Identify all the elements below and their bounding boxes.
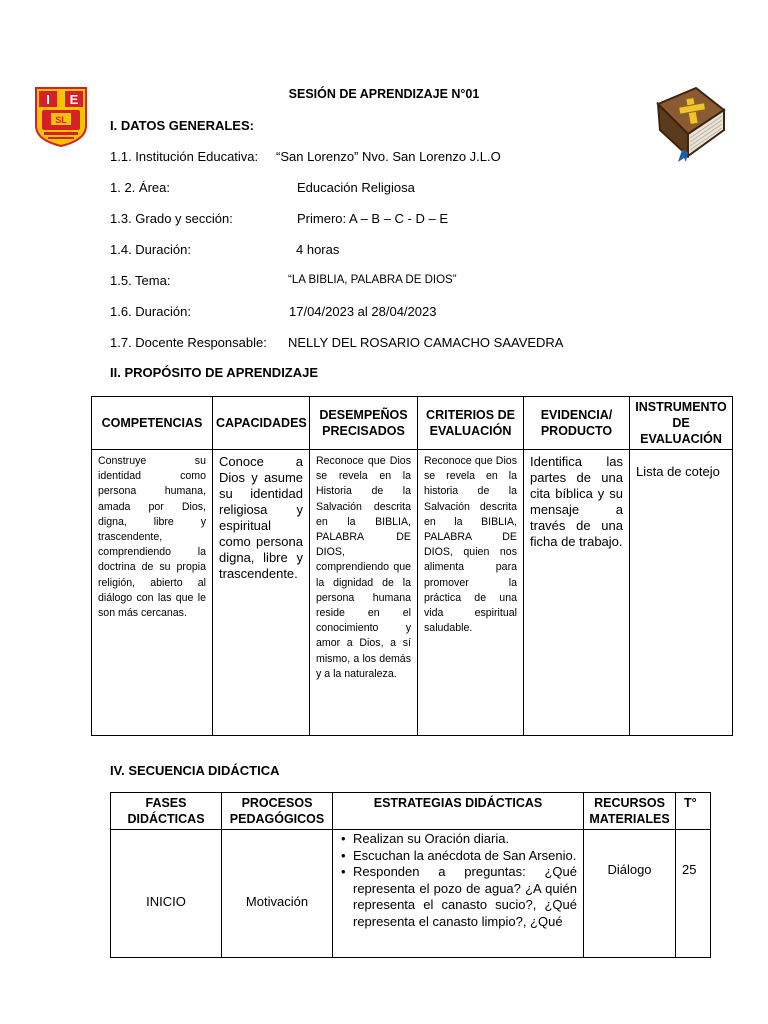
datos-label: 1. 2. Área: [110,180,170,195]
table-header-row [111,793,711,830]
header-desempenos: DESEMPEÑOS PRECISADOS [310,397,418,450]
datos-row-duracion-horas [110,242,340,257]
datos-row-duracion-fechas [110,304,437,319]
proposito-table [91,396,733,736]
datos-label: 1.6. Duración: [110,304,191,319]
datos-value: “San Lorenzo” Nvo. San Lorenzo J.L.O [276,149,501,164]
header-fases: FASES DIDÁCTICAS [111,793,222,830]
logo-letters-sl: SL [55,115,67,125]
header-procesos: PROCESOS PEDAGÓGICOS [222,793,333,830]
table-row [92,450,733,736]
datos-label: 1.5. Tema: [110,273,171,288]
cell-criterios: Reconoce que Dios se revela en la historia de la Salvación descrita en la BIBLIA, PALABRA DE DIOS, quien nos alimenta para promover la práctica de una vida espiritual saludable. [418,450,524,736]
datos-value: Primero: A – B – C - D – E [297,211,448,226]
cell-tiempo: 25 [676,830,711,958]
header-recursos: RECURSOS MATERIALES [584,793,676,830]
header-estrategias: ESTRATEGIAS DIDÁCTICAS [333,793,584,830]
datos-label: 1.7. Docente Responsable: [110,335,267,350]
header-competencias: COMPETENCIAS [92,397,213,450]
datos-label: 1.4. Duración: [110,242,191,257]
list-item: • Responden a preguntas: ¿Qué representa el pozo de agua? ¿A quién representa el canasto sucio?, ¿Qué representa el canasto limpio?, ¿Qué [339,864,577,930]
datos-value: Educación Religiosa [297,180,415,195]
table-header-row [92,397,733,450]
cell-estrategias [333,830,584,958]
secuencia-table [110,792,711,958]
logo-letter-i: I [46,92,50,107]
page-title: SESIÓN DE APRENDIZAJE N°01 [288,87,480,101]
list-item: • Realizan su Oración diaria. [339,831,577,848]
table-row [111,830,711,958]
header-capacidades: CAPACIDADES [213,397,310,450]
datos-label: 1.3. Grado y sección: [110,211,233,226]
datos-row-grado [110,211,448,226]
section-datos-generales: I. DATOS GENERALES: [110,118,254,133]
cell-fase: INICIO [111,830,222,958]
datos-row-tema [110,273,457,288]
datos-row-area [110,180,415,195]
header-criterios: CRITERIOS DE EVALUACIÓN [418,397,524,450]
section-secuencia: IV. SECUENCIA DIDÁCTICA [110,763,280,778]
cell-recursos: Diálogo [584,830,676,958]
header-instrumento: INSTRUMENTO DE EVALUACIÓN [630,397,733,450]
header-tiempo: T° [676,793,711,830]
cell-competencias: Construye su identidad como persona humana, amada por Dios, digna, libre y trascendente, comprendiendo la doctrina de su propia religión, abierto al diálogo con las que le son más cercanas. [92,450,213,736]
section-proposito: II. PROPÓSITO DE APRENDIZAJE [110,365,319,380]
datos-value: 4 horas [296,242,340,257]
cell-desempenos: Reconoce que Dios se revela en la Historia de la Salvación descrita en la BIBLIA, PALABRA DE DIOS, comprendiendo que la dignidad de la persona humana reside en el conocimiento y amor a Dios, a sí mismo, a los demás y a la naturaleza. [310,450,418,736]
header-evidencia: EVIDENCIA/ PRODUCTO [524,397,630,450]
list-item: • Escuchan la anécdota de San Arsenio. [339,848,577,865]
cell-proceso: Motivación [222,830,333,958]
datos-value: NELLY DEL ROSARIO CAMACHO SAAVEDRA [288,335,564,350]
cell-evidencia: Identifica las partes de una cita bíblica y su mensaje a través de una ficha de trabajo. [524,450,630,736]
logo-letter-e: E [69,92,79,107]
cell-capacidades: Conoce a Dios y asume su identidad religiosa y espiritual como persona digna, libre y trascendente. [213,450,310,736]
datos-row-institucion [110,149,501,164]
datos-label: 1.1. Institución Educativa: [110,149,259,164]
cell-instrumento: Lista de cotejo [630,450,733,736]
datos-row-docente [110,335,564,350]
datos-value: 17/04/2023 al 28/04/2023 [289,304,437,319]
datos-value: “LA BIBLIA, PALABRA DE DIOS” [288,274,457,286]
